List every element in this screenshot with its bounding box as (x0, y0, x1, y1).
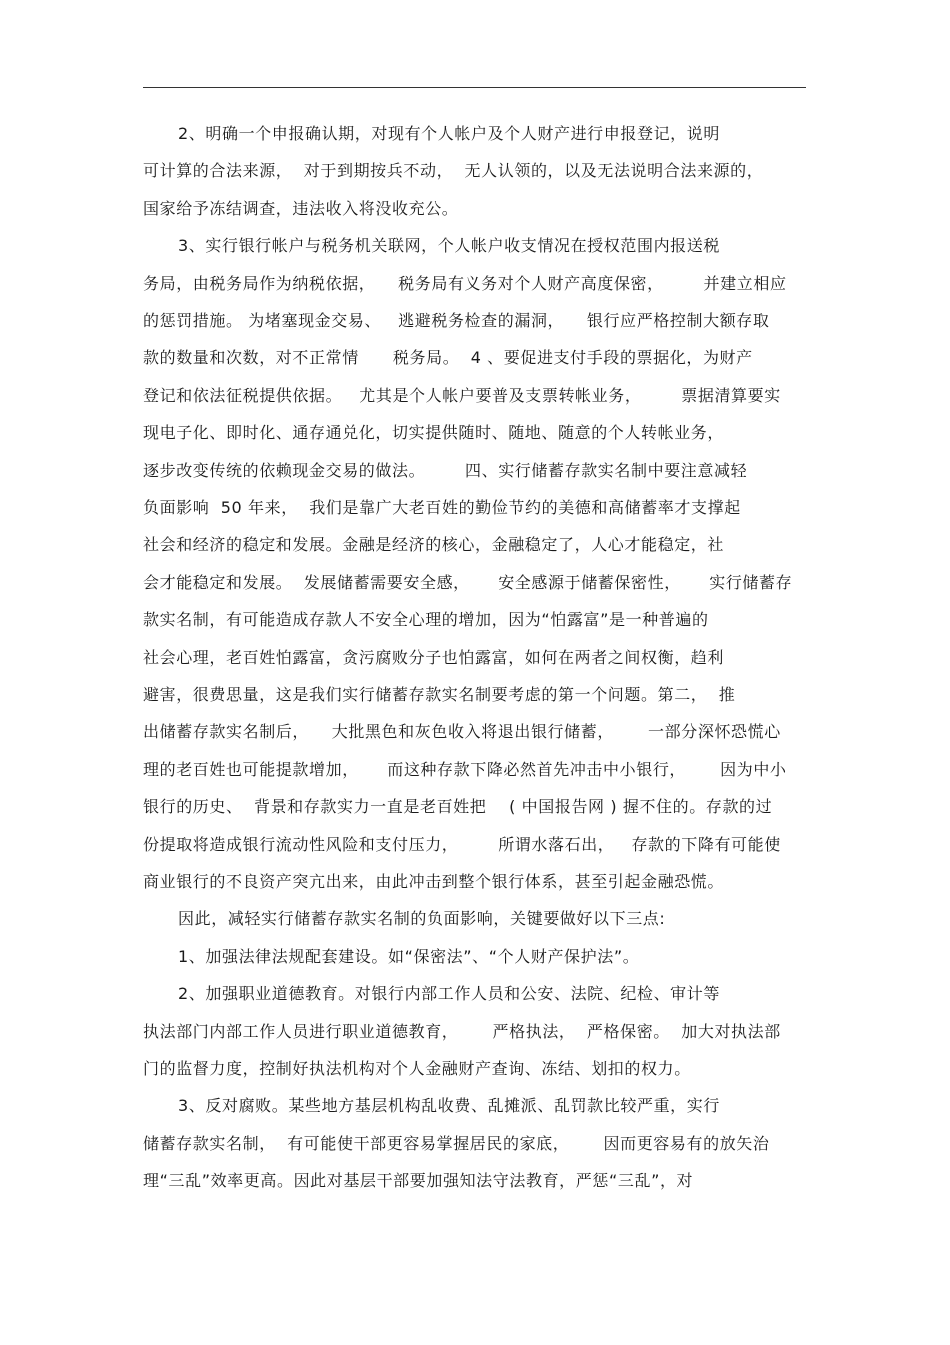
text-line: 理“三乱”效率更高。因此对基层干部要加强知法守法教育，严惩“三乱”，对 (143, 1171, 694, 1190)
text-line: 出储蓄存款实名制后， 大批黑色和灰色收入将退出银行储蓄， 一部分深怀恐慌心 (143, 722, 781, 741)
text-line: 3、实行银行帐户与税务机关联网，个人帐户收支情况在授权范围内报送税 (178, 236, 720, 255)
text-line: 1、加强法律法规配套建设。如“保密法”、“个人财产保护法”。 (178, 947, 640, 966)
text-line: 款实名制，有可能造成存款人不安全心理的增加，因为“怕露富”是一种普遍的 (143, 610, 709, 629)
text-line: 会才能稳定和发展。 发展储蓄需要安全感， 安全感源于储蓄保密性， 实行储蓄存 (143, 573, 793, 592)
text-line: 储蓄存款实名制， 有可能使干部更容易掌握居民的家底， 因而更容易有的放矢治 (143, 1134, 770, 1153)
text-line: 份提取将造成银行流动性风险和支付压力， 所谓水落石出， 存款的下降有可能使 (143, 835, 781, 854)
text-line: 避害，很费思量，这是我们实行储蓄存款实名制要考虑的第一个问题。第二， 推 (143, 685, 736, 704)
text-line: 3、反对腐败。某些地方基层机构乱收费、乱摊派、乱罚款比较严重，实行 (178, 1096, 720, 1115)
text-line: 2、明确一个申报确认期，对现有个人帐户及个人财产进行申报登记，说明 (178, 124, 720, 143)
text-line: 的惩罚措施。 为堵塞现金交易、 逃避税务检查的漏洞， 银行应严格控制大额存取 (143, 311, 770, 330)
header-rule (143, 87, 806, 88)
text-line: 社会心理，老百姓怕露富，贪污腐败分子也怕露富，如何在两者之间权衡，趋利 (143, 648, 725, 667)
text-line: 逐步改变传统的依赖现金交易的做法。 四、实行储蓄存款实名制中要注意减轻 (143, 461, 748, 480)
text-line: 2、加强职业道德教育。对银行内部工作人员和公安、法院、纪检、审计等 (178, 984, 720, 1003)
text-line: 银行的历史、 背景和存款实力一直是老百姓把 ( 中国报告网 ) 握不住的。存款的过 (143, 797, 773, 816)
text-line: 国家给予冻结调查，违法收入将没收充公。 (143, 199, 459, 218)
text-line: 商业银行的不良资产突亢出来，由此冲击到整个银行体系，甚至引起金融恐慌。 (143, 872, 725, 891)
text-line: 可计算的合法来源， 对于到期按兵不动， 无人认领的，以及无法说明合法来源的， (143, 161, 764, 180)
text-line: 现电子化、即时化、通存通兑化，切实提供随时、随地、随意的个人转帐业务， (143, 423, 725, 442)
text-line: 登记和依法征税提供依据。 尤其是个人帐户要普及支票转帐业务， 票据清算要实 (143, 386, 781, 405)
text-line: 负面影响 50 年来， 我们是靠广大老百姓的勤俭节约的美德和高储蓄率才支撑起 (143, 498, 741, 517)
text-line: 款的数量和次数，对不正常情 税务局。 4 、要促进支付手段的票据化，为财产 (143, 348, 753, 367)
text-line: 因此，减轻实行储蓄存款实名制的负面影响，关键要做好以下三点: (178, 909, 666, 928)
text-line: 社会和经济的稳定和发展。金融是经济的核心，金融稳定了，人心才能稳定，社 (143, 535, 725, 554)
text-line: 理的老百姓也可能提款增加， 而这种存款下降必然首先冲击中小银行， 因为中小 (143, 760, 787, 779)
text-line: 执法部门内部工作人员进行职业道德教育， 严格执法， 严格保密。 加大对执法部 (143, 1022, 781, 1041)
text-line: 门的监督力度，控制好执法机构对个人金融财产查询、冻结、划扣的权力。 (143, 1059, 691, 1078)
text-line: 务局，由税务局作为纳税依据， 税务局有义务对个人财产高度保密， 并建立相应 (143, 274, 787, 293)
